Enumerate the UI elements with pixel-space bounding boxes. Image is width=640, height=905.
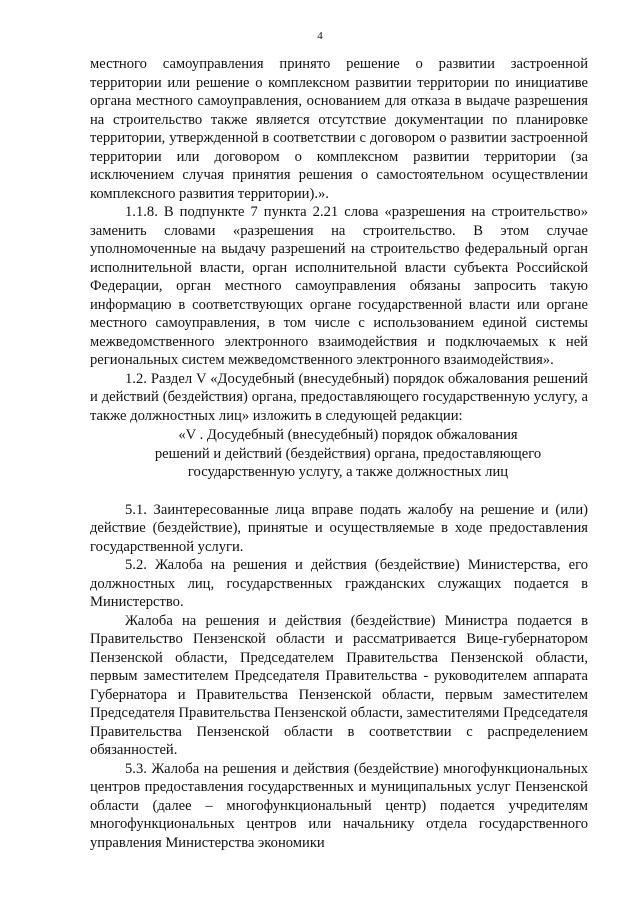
paragraph-5-2: 5.2. Жалоба на решения и действия (бездействие) Министерства, его должностных лиц, государственных гражданских служащих подается в Министерство. [90, 557, 588, 610]
section-v-heading-line: «V . Досудебный (внесудебный) порядок обжалования [178, 427, 518, 443]
paragraph-1-2: 1.2. Раздел V «Досудебный (внесудебный) порядок обжалования решений и действий (бездействия) органа, предоставляющего государственную услугу, а также должностных лиц» изложить в следующей редакции: [90, 370, 588, 424]
blank-line [90, 482, 588, 501]
paragraph-1-1-8: 1.1.8. В подпункте 7 пункта 2.21 слова «разрешения на строительство» заменить словами «разрешения на строительство. В этом случае уполномоченные на выдачу разрешений на строительство федеральный орган исполнительной власти, орган исполнительной власти субъекта Российской Федерации, орган местного самоуправления обязаны запросить такую информацию в соответствующих органе государственной власти или органе местного самоуправления, в том числе с использованием единой системы межведомственного электронного взаимодействия и подключаемых к ней региональных систем межведомственного электронного взаимодействия». [90, 204, 588, 368]
section-v-heading-line: решений и действий (бездействия) органа, предоставляющего [154, 445, 542, 462]
paragraph-minister-complaint: Жалоба на решения и действия (бездействие) Министра подается в Правительство Пензенской области и рассматривается Вице-губернатором Пензенской области, Председателем Правительства Пензенской области, первым заместителем Председателя Правительства - руководителем аппарата Губернатора и Правительства Пензенской области, первым заместителем Председателя Правительства Пензенской области, заместителями Председателя Правительства Пензенской области в соответствии с распределением обязанностей. [90, 612, 588, 758]
page-number: 4 [317, 30, 323, 42]
section-v-heading-line: государственную услугу, а также должностных лиц [187, 464, 509, 480]
paragraph-continuation: местного самоуправления принято решение о развитии застроенной территории или решение о комплексном развитии территории по инициативе органа местного самоуправления, основанием для отказа в выдаче разрешения на строительство также является отсутствие документации по планировке территории, утвержденной в соответствии с договором о развитии застроенной территории или договором о комплексном развитии территории (за исключением случая принятия решения о самостоятельном осуществлении комплексного развития территории).». [90, 56, 588, 202]
paragraph-5-1: 5.1. Заинтересованные лица вправе подать жалобу на решение и (или) действие (бездействие), принятые и осуществляемые в ходе предоставления государственной услуги. [90, 501, 588, 555]
section-v-heading [90, 426, 588, 482]
paragraph-5-3: 5.3. Жалоба на решения и действия (бездействие) многофункциональных центров предоставления государственных и муниципальных услуг Пензенской области (далее – многофункциональный центр) подается учредителям многофункциональных центров или начальнику отдела государственного управления Министерства экономики [90, 760, 588, 851]
document-body [90, 55, 588, 852]
